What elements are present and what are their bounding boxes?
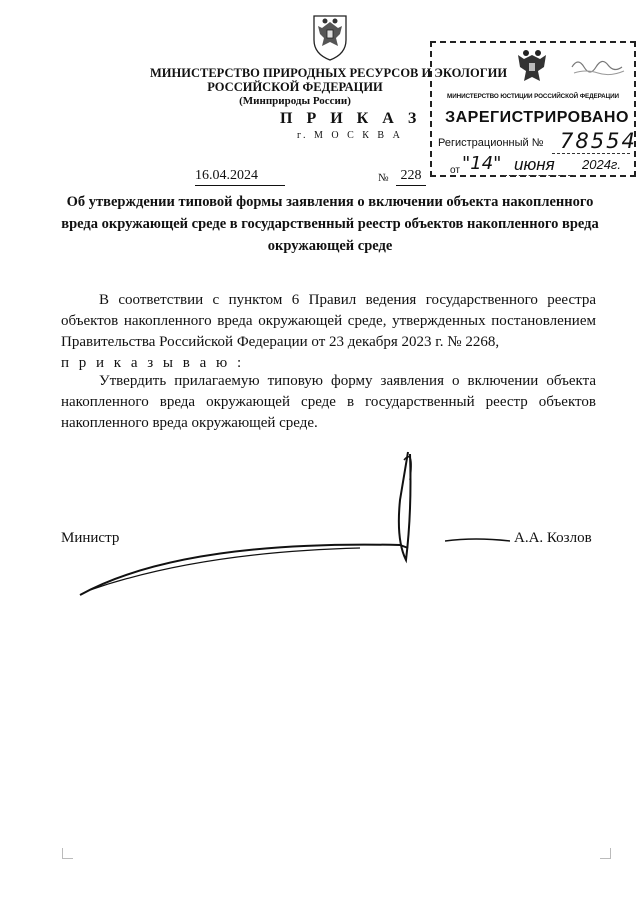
stamp-month: июня	[514, 155, 555, 174]
document-title: Об утверждении типовой формы заявления о включении объекта накопленного вреда окружающей среде в государственный реестр объектов накопленного вреда окружающей среде	[61, 194, 599, 254]
orders-word: п р и к а з ы в а ю :	[61, 355, 245, 371]
paragraph-decision: Утвердить прилагаемую типовую форму заявления о включении объекта накопленного вреда окружающей среде в государственный реестр объектов накопленного вреда окружающей среде.	[61, 373, 596, 431]
ministry-name-line2: РОССИЙСКОЙ ФЕДЕРАЦИИ	[207, 80, 383, 94]
number-sign: №	[378, 172, 389, 184]
stamp-ministry: МИНИСТЕРСТВО ЮСТИЦИИ РОССИЙСКОЙ ФЕДЕРАЦИИ	[447, 93, 619, 100]
document-type: П Р И К А З	[280, 110, 422, 127]
signer-name: А.А. Козлов	[514, 530, 592, 546]
order-date: 16.04.2024	[195, 168, 285, 186]
signature-dash	[445, 537, 510, 545]
paragraph-basis-text: В соответствии с пунктом 6 Правил ведения государственного реестра объектов накопленного вреда окружающей среде, утвержденных постановлением Правительства Российской Федерации от 23 декабря 2023 г. № 2268,	[61, 292, 596, 350]
handwritten-signature	[60, 440, 520, 610]
ministry-header	[150, 66, 508, 108]
order-number: 228	[396, 168, 426, 186]
ministry-name-line1: МИНИСТЕРСТВО ПРИРОДНЫХ РЕСУРСОВ И ЭКОЛОГИИ	[150, 66, 508, 80]
page-corner-mark	[600, 848, 611, 859]
stamp-scribble-icon	[570, 55, 628, 79]
document-city: г. М О С К В А	[297, 130, 403, 141]
stamp-from-label: от	[450, 165, 460, 176]
signer-position: Министр	[61, 530, 120, 546]
coat-of-arms-icon	[308, 10, 352, 62]
page-corner-mark	[62, 848, 73, 859]
stamp-day: "14"	[462, 153, 502, 174]
ministry-short-name: (Минприроды России)	[239, 95, 351, 107]
stamp-reg-number: 78554	[560, 129, 637, 153]
stamp-reg-label: Регистрационный №	[438, 137, 544, 149]
stamp-year: 2024г.	[582, 157, 621, 172]
registration-stamp	[430, 41, 636, 177]
paragraph-basis	[61, 290, 596, 374]
double-headed-eagle-icon	[512, 47, 552, 87]
stamp-registered: ЗАРЕГИСТРИРОВАНО	[445, 109, 629, 126]
